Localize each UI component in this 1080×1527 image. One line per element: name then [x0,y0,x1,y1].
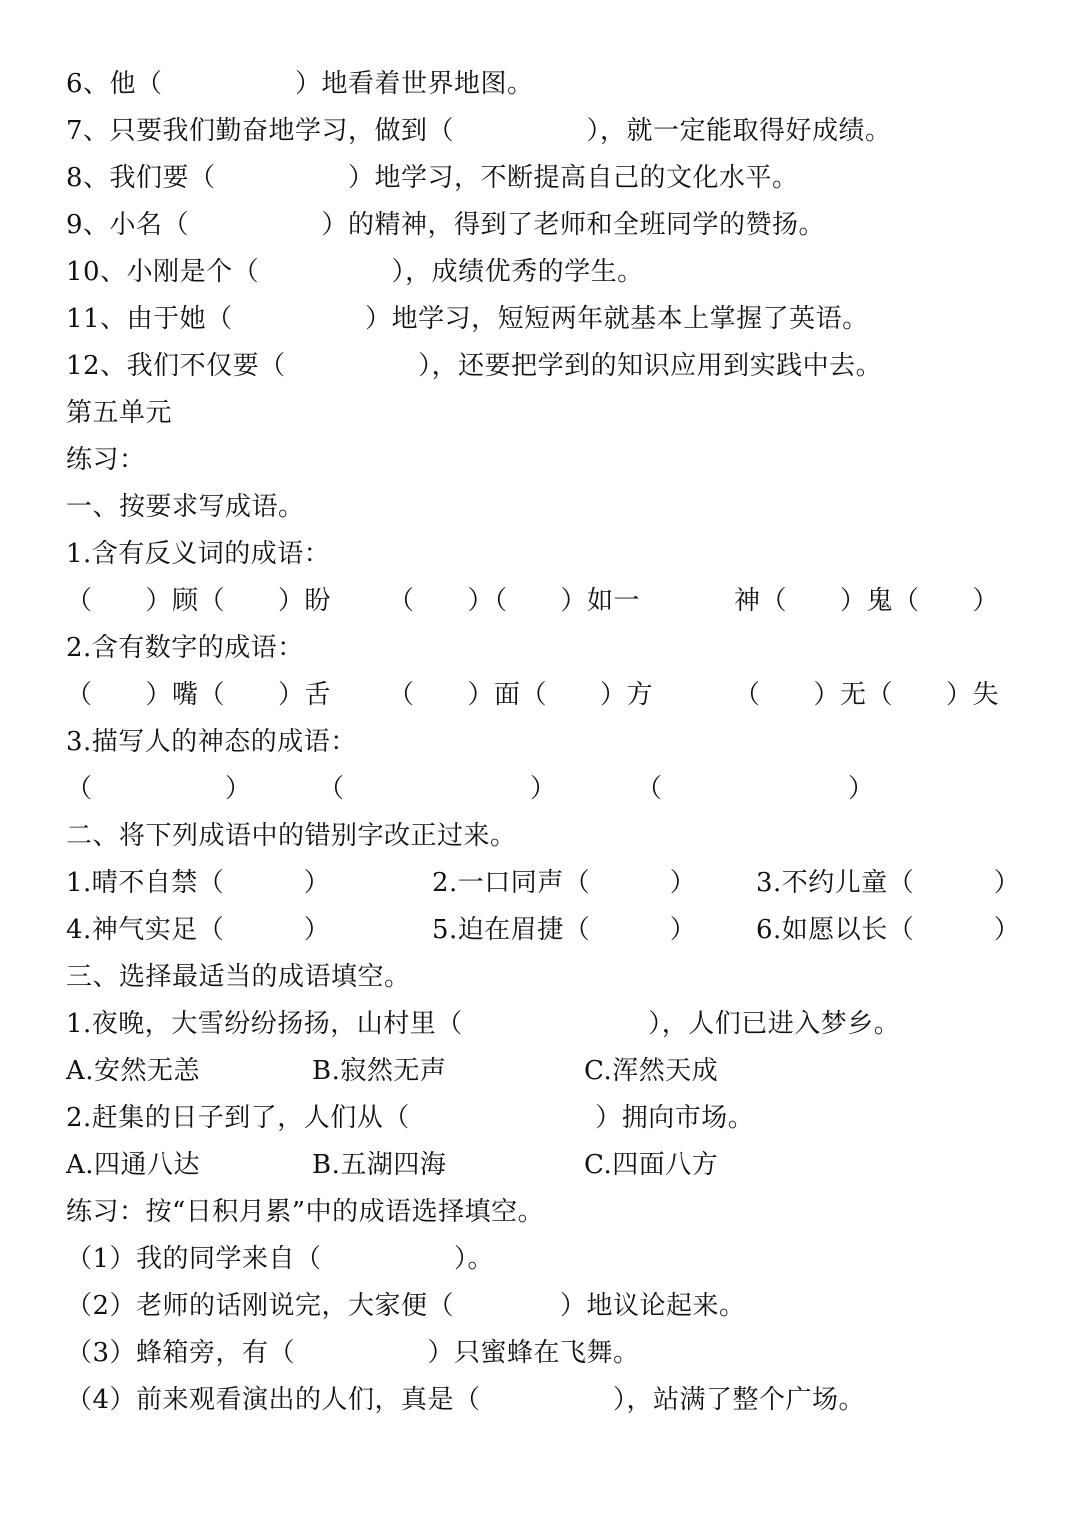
choice-2-option-a: A.四通八达 [66,1150,201,1180]
choice-1-option-a: A.安然无恙 [66,1056,201,1086]
typo-idiom-5: 5.迫在眉捷（ ） [432,915,697,945]
question-12: 12、我们不仅要（ ），还要把学到的知识应用到实践中去。 [66,351,883,381]
choice-1-option-c: C.浑然天成 [584,1056,719,1086]
question-7: 7、只要我们勤奋地学习，做到（ ），就一定能取得好成绩。 [66,116,892,146]
question-11: 11、由于她（ ）地学习，短短两年就基本上掌握了英语。 [66,304,869,334]
accumulation-question-4: （4）前来观看演出的人们，真是（ ），站满了整个广场。 [66,1385,866,1415]
typo-idiom-1: 1.晴不自禁（ ） [66,868,331,898]
number-idiom-2: （ ）面（ ）方 [388,680,654,710]
expression-blank-1: （ ） [66,774,252,804]
number-idiom-3: （ ）无（ ）失 [734,680,1000,710]
question-6: 6、他（ ）地看着世界地图。 [66,69,534,99]
antonym-idioms-heading: 1.含有反义词的成语： [66,539,331,569]
expression-blank-2: （ ） [318,774,557,804]
section-two-heading: 二、将下列成语中的错别字改正过来。 [66,821,517,851]
accumulation-question-3: （3）蜂箱旁，有（ ）只蜜蜂在飞舞。 [66,1338,640,1368]
typo-idiom-4: 4.神气实足（ ） [66,915,331,945]
expression-blank-3: （ ） [636,774,875,804]
choice-question-2: 2.赶集的日子到了，人们从（ ）拥向市场。 [66,1103,755,1133]
accumulation-question-1: （1）我的同学来自（ ）。 [66,1244,495,1274]
practice-label: 练习： [66,445,146,475]
antonym-idiom-2: （ ）（ ）如一 [388,586,641,616]
choice-2-option-b: B.五湖四海 [312,1150,447,1180]
accumulation-question-2: （2）老师的话刚说完，大家便（ ）地议论起来。 [66,1291,746,1321]
practice-accumulation-heading: 练习：按“日积月累”中的成语选择填空。 [66,1197,545,1227]
antonym-idiom-1: （ ）顾（ ）盼 [66,586,332,616]
number-idioms-heading: 2.含有数字的成语： [66,633,304,663]
question-9: 9、小名（ ）的精神，得到了老师和全班同学的赞扬。 [66,210,826,240]
choice-question-1: 1.夜晚，大雪纷纷扬扬，山村里（ ），人们已进入梦乡。 [66,1009,901,1039]
typo-idiom-6: 6.如愿以长（ ） [756,915,1021,945]
section-one-heading: 一、按要求写成语。 [66,492,305,522]
typo-idiom-3: 3.不约儿童（ ） [756,868,1021,898]
choice-2-option-c: C.四面八方 [584,1150,719,1180]
typo-idiom-2: 2.一口同声（ ） [432,868,697,898]
expression-idioms-heading: 3.描写人的神态的成语： [66,727,357,757]
question-8: 8、我们要（ ）地学习，不断提高自己的文化水平。 [66,163,799,193]
question-10: 10、小刚是个（ ），成绩优秀的学生。 [66,257,644,287]
section-three-heading: 三、选择最适当的成语填空。 [66,962,411,992]
choice-1-option-b: B.寂然无声 [312,1056,447,1086]
antonym-idiom-3: 神（ ）鬼（ ） [734,586,1000,616]
unit-heading: 第五单元 [66,398,173,428]
number-idiom-1: （ ）嘴（ ）舌 [66,680,332,710]
